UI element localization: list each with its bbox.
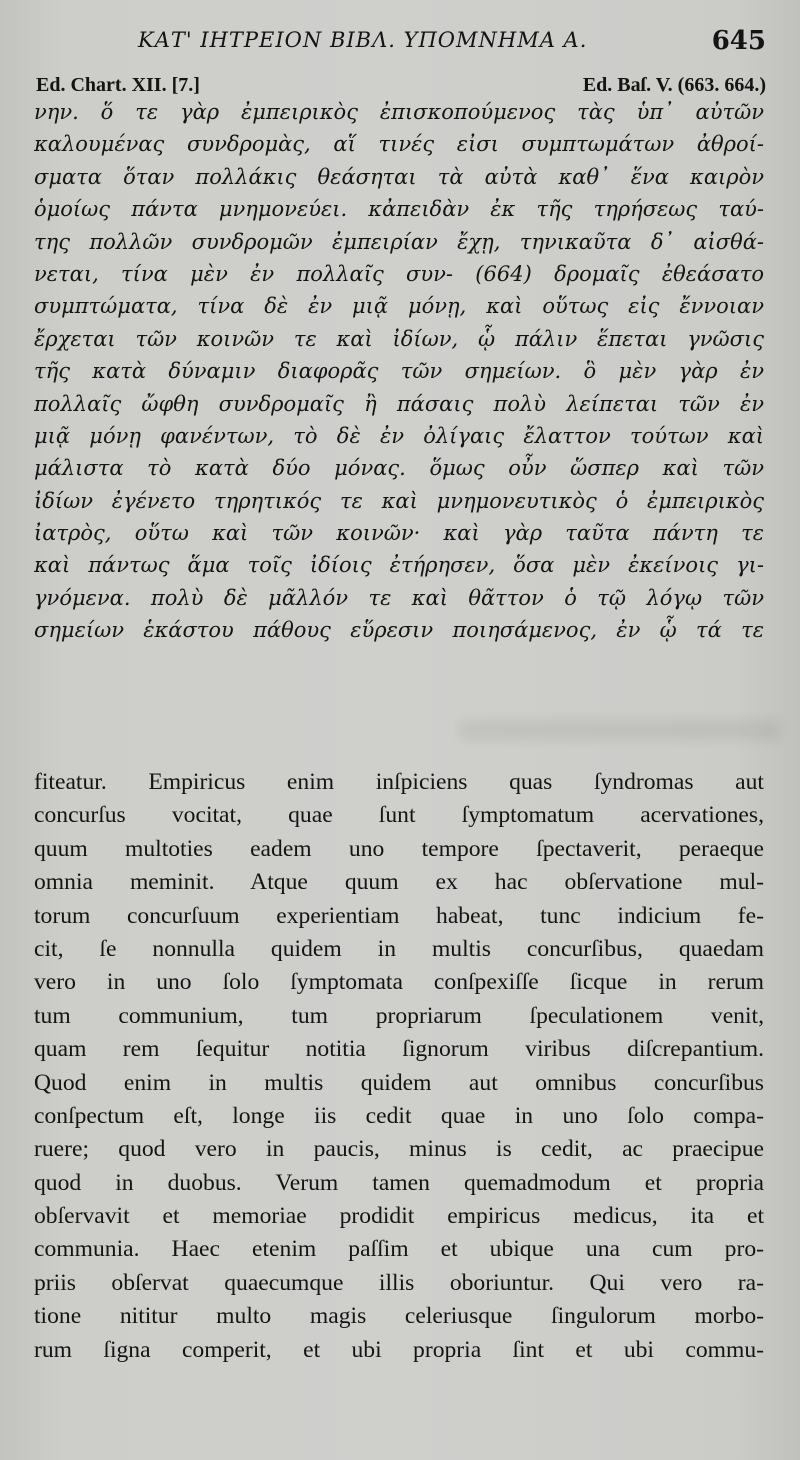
latin-line: quod in duobus. Verum tamen quemadmodum et propria <box>34 1169 764 1196</box>
latin-text-block <box>34 766 764 1367</box>
latin-line: obſervavit et memoriae prodidit empiricus medicus, ita et <box>34 1203 764 1230</box>
greek-line: της πολλῶν συνδρομῶν ἐμπειρίαν ἔχῃ, τηνικαῦτα δ᾽ αἰσθά- <box>34 229 764 254</box>
greek-line: σματα ὅταν πολλάκις θεάσηται τὰ αὐτὰ καθ᾽ ἕνα καιρὸν <box>34 164 764 189</box>
running-title: ΚΑΤ' ΙΗΤΡΕΙΟΝ ΒΙΒΛ. ΥΠΟΜΝΗΜΑ Α. <box>138 28 588 52</box>
greek-line: πολλαῖς ὤφθη συνδρομαῖς ἢ πάσαις πολὺ λείπεται τῶν ἐν <box>34 391 764 416</box>
latin-line: tum communium, tum propriarum ſpeculationem venit, <box>34 1002 764 1029</box>
greek-line: τῆς κατὰ δύναμιν διαφορᾶς τῶν σημείων. ὃ μὲν γὰρ ἐν <box>34 359 764 384</box>
greek-line: ἔρχεται τῶν κοινῶν τε καὶ ἰδίων, ᾧ πάλιν ἕπεται γνῶσις <box>34 326 764 351</box>
latin-line: omnia meminit. Atque quum ex hac obſervatione mul- <box>34 869 764 896</box>
latin-line: quam rem ſequitur notitia ſignorum viribus diſcrepantium. <box>34 1036 764 1063</box>
bleed-through-shadow <box>460 720 780 740</box>
greek-line: μάλιστα τὸ κατὰ δύο μόνας. ὅμως οὖν ὥσπερ καὶ τῶν <box>34 456 764 481</box>
latin-line: Quod enim in multis quidem aut omnibus concurſibus <box>34 1069 764 1096</box>
latin-line: concurſus vocitat, quae ſunt ſymptomatum acervationes, <box>34 802 764 829</box>
latin-line: quum multoties eadem uno tempore ſpectaverit, peraeque <box>34 835 764 862</box>
greek-text-block <box>34 96 764 647</box>
greek-line: καλουμένας συνδρομὰς, αἵ τινές εἰσι συμπτωμάτων ἀθροί- <box>34 132 764 157</box>
edition-reference-right: Ed. Baſ. V. (663. 664.) <box>582 74 766 96</box>
edition-reference-left: Ed. Chart. XII. [7.] <box>36 74 200 96</box>
latin-line: communia. Haec etenim paſſim et ubique una cum pro- <box>34 1236 764 1263</box>
greek-line: ὁμοίως πάντα μνημονεύει. κἀπειδὰν ἐκ τῆς τηρήσεως ταύ- <box>34 197 764 222</box>
greek-line: συμπτώματα, τίνα δὲ ἐν μιᾷ μόνῃ, καὶ οὕτως εἰς ἔννοιαν <box>34 294 764 319</box>
greek-line: νεται, τίνα μὲν ἐν πολλαῖς συν- (664) δρομαῖς ἐθεάσατο <box>34 261 764 286</box>
greek-line: μιᾷ μόνῃ φανέντων, τὸ δὲ ἐν ὀλίγαις ἔλαττον τούτων καὶ <box>34 423 764 448</box>
latin-line: conſpectum eſt, longe iis cedit quae in uno ſolo compa- <box>34 1102 764 1129</box>
greek-line: καὶ πάντως ἅμα τοῖς ἰδίοις ἐτήρησεν, ὅσα μὲν ἐκείνοις γι- <box>34 553 764 578</box>
greek-line: σημείων ἑκάστου πάθους εὕρεσιν ποιησάμενος, ἐν ᾧ τά τε <box>34 618 764 643</box>
greek-line: νην. ὅ τε γὰρ ἐμπειρικὸς ἐπισκοπούμενος τὰς ὑπ᾽ αὐτῶν <box>34 100 764 124</box>
latin-line: vero in uno ſolo ſymptomata conſpexiſſe ſicque in rerum <box>34 969 764 996</box>
latin-line: tione nititur multo magis celeriusque ſingulorum morbo- <box>34 1303 764 1330</box>
latin-line: ruere; quod vero in paucis, minus is cedit, ac praecipue <box>34 1136 764 1163</box>
page-number: 645 <box>711 26 766 56</box>
latin-line: cit, ſe nonnulla quidem in multis concurſibus, quaedam <box>34 935 764 962</box>
greek-line: ἰατρὸς, οὕτω καὶ τῶν κοινῶν· καὶ γὰρ ταῦτα πάντη τε <box>34 521 764 546</box>
latin-line: torum concurſuum experientiam habeat, tunc indicium fe- <box>34 902 764 929</box>
latin-line: priis obſervat quaecumque illis oboriuntur. Qui vero ra- <box>34 1269 764 1296</box>
latin-line: rum ſigna comperit, et ubi propria ſint et ubi commu- <box>34 1336 764 1363</box>
latin-line: fiteatur. Empiricus enim inſpiciens quas ſyndromas aut <box>34 769 764 795</box>
greek-line: ἰδίων ἐγένετο τηρητικός τε καὶ μνημονευτικὸς ὁ ἐμπειρικὸς <box>34 488 764 513</box>
greek-line: γνόμενα. πολὺ δὲ μᾶλλόν τε καὶ θᾶττον ὁ τῷ λόγῳ τῶν <box>34 585 764 610</box>
